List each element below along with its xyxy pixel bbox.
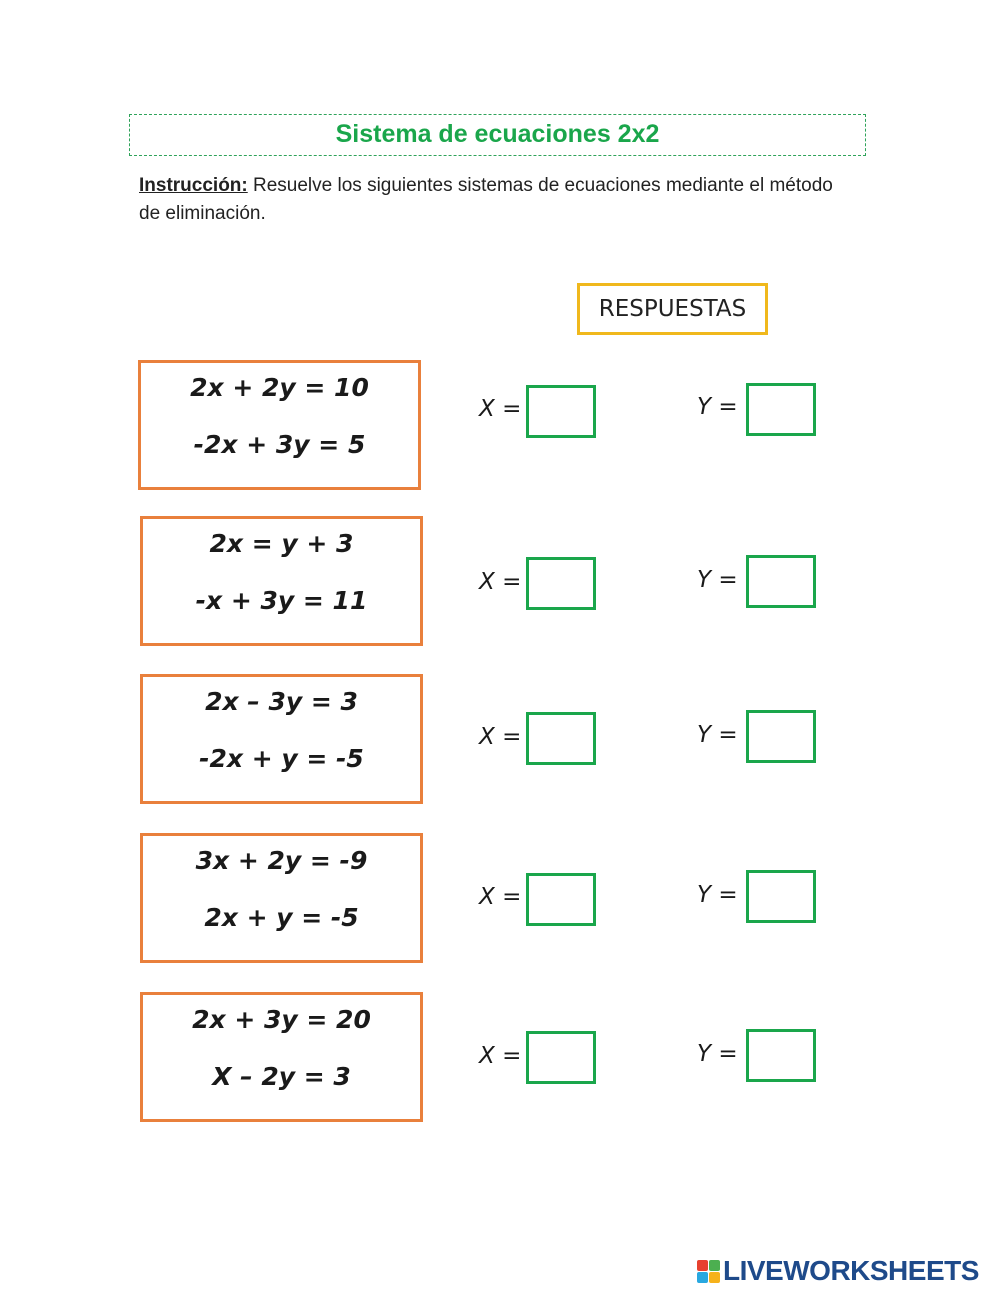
equation-1: 2x + 3y = 20: [192, 1005, 371, 1034]
equation-2: 2x + y = -5: [204, 903, 359, 932]
answers-header: RESPUESTAS: [577, 283, 768, 335]
x-label: X =: [479, 724, 522, 750]
logo-square-e: [709, 1272, 720, 1283]
equation-system-3: [140, 674, 423, 804]
answer-x-input-2[interactable]: [526, 557, 596, 610]
answer-x-input-3[interactable]: [526, 712, 596, 765]
y-label: Y =: [697, 567, 738, 593]
y-label: Y =: [697, 722, 738, 748]
x-label: X =: [479, 1043, 522, 1069]
answer-y-input-1[interactable]: [746, 383, 816, 436]
instruction-text: Resuelve los siguientes sistemas de ecuaciones mediante el método de eliminación.: [139, 175, 833, 224]
answer-y-input-4[interactable]: [746, 870, 816, 923]
equation-1: 2x – 3y = 3: [205, 687, 358, 716]
instruction-label: Instrucción:: [139, 175, 248, 196]
brand-text: LIVEWORKSHEETS: [723, 1255, 979, 1286]
equation-1: 3x + 2y = -9: [195, 846, 368, 875]
equation-2: -x + 3y = 11: [195, 586, 368, 615]
equation-2: -2x + 3y = 5: [193, 430, 366, 459]
equation-system-4: [140, 833, 423, 963]
answer-y-input-5[interactable]: [746, 1029, 816, 1082]
equation-system-2: [140, 516, 423, 646]
logo-square-i: [709, 1260, 720, 1271]
answer-y-input-3[interactable]: [746, 710, 816, 763]
equation-1: 2x = y + 3: [209, 529, 354, 558]
answer-y-input-2[interactable]: [746, 555, 816, 608]
equation-2: X – 2y = 3: [212, 1062, 351, 1091]
answer-x-input-1[interactable]: [526, 385, 596, 438]
answer-x-input-4[interactable]: [526, 873, 596, 926]
logo-square-l: [697, 1260, 708, 1271]
instruction: [139, 172, 859, 228]
brand-logo: [697, 1256, 979, 1286]
liveworksheets-logo-icon: [697, 1260, 720, 1283]
x-label: X =: [479, 884, 522, 910]
y-label: Y =: [697, 394, 738, 420]
equation-system-1: [138, 360, 421, 490]
page-title: Sistema de ecuaciones 2x2: [335, 119, 660, 148]
y-label: Y =: [697, 1041, 738, 1067]
logo-square-v: [697, 1272, 708, 1283]
equation-1: 2x + 2y = 10: [190, 373, 369, 402]
y-label: Y =: [697, 882, 738, 908]
x-label: X =: [479, 569, 522, 595]
equation-2: -2x + y = -5: [199, 744, 364, 773]
equation-system-5: [140, 992, 423, 1122]
x-label: X =: [479, 396, 522, 422]
title-box: [129, 114, 866, 156]
answer-x-input-5[interactable]: [526, 1031, 596, 1084]
